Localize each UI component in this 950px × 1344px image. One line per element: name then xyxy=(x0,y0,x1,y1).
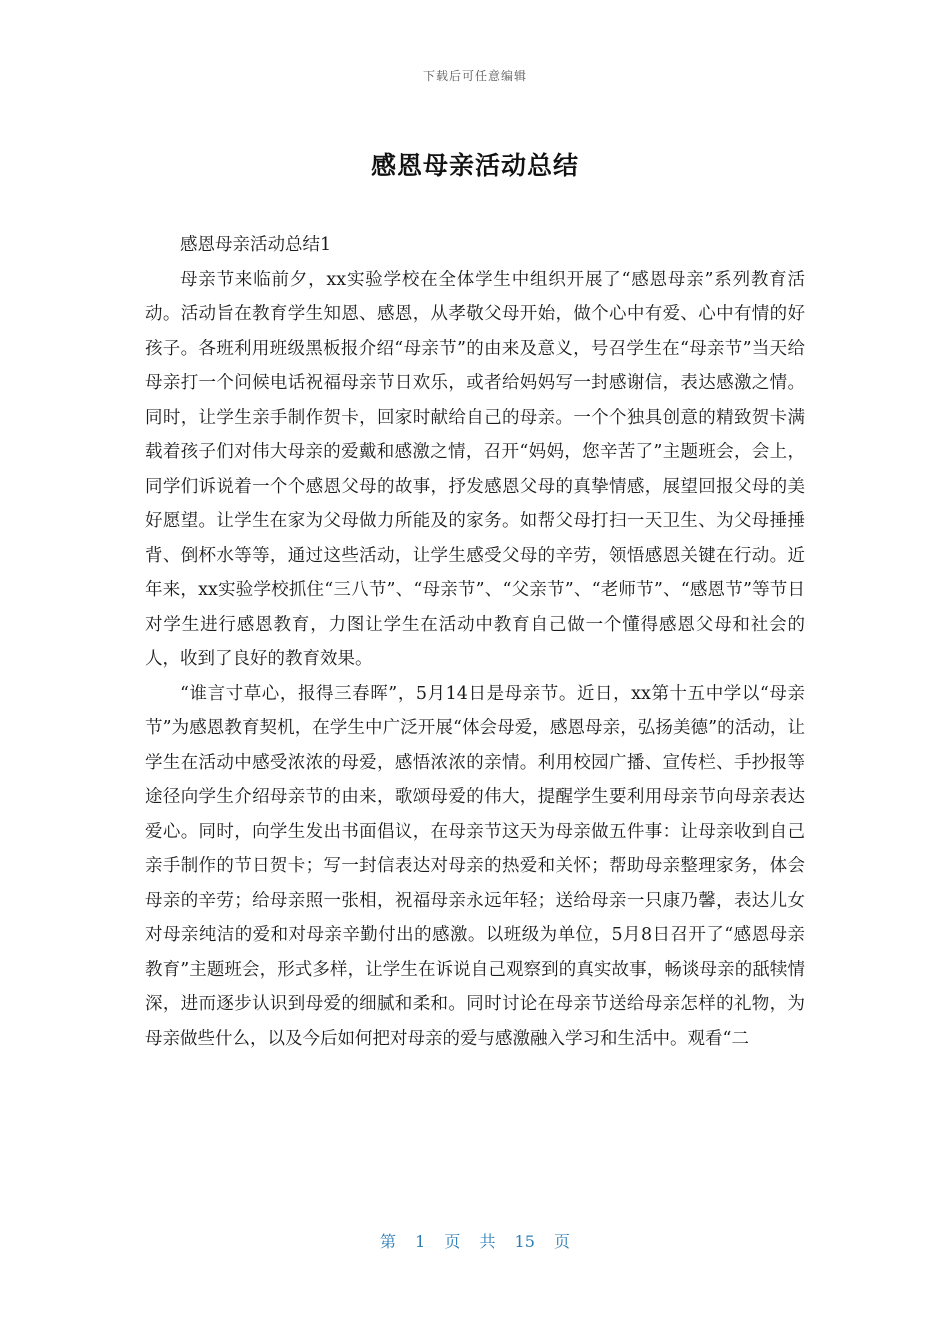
body-paragraph-2: “谁言寸草心，报得三春晖”，5月14日是母亲节。近日，xx第十五中学以“母亲节”为感恩教育契机，在学生中广泛开展“体会母爱，感恩母亲，弘扬美德”的活动，让学生在活动中感受浓浓的母爱，感悟浓浓的亲情。利用校园广播、宣传栏、手抄报等途径向学生介绍母亲节的由来，歌颂母爱的伟大，提醒学生要利用母亲节向母亲表达爱心。同时，向学生发出书面倡议，在母亲节这天为母亲做五件事：让母亲收到自己亲手制作的节日贺卡；写一封信表达对母亲的热爱和关怀；帮助母亲整理家务，体会母亲的辛劳；给母亲照一张相，祝福母亲永远年轻；送给母亲一只康乃馨，表达儿女对母亲纯洁的爱和对母亲辛勤付出的感激。以班级为单位，5月8日召开了“感恩母亲教育”主题班会，形式多样，让学生在诉说自己观察到的真实故事，畅谈母亲的舐犊情深，进而逐步认识到母爱的细腻和柔和。同时讨论在母亲节送给母亲怎样的礼物，为母亲做些什么，以及今后如何把对母亲的爱与感激融入学习和生活中。观看“二 xyxy=(145,683,805,1049)
page-header-note: 下载后可任意编辑 xyxy=(422,69,527,83)
body-paragraph-1: 母亲节来临前夕，xx实验学校在全体学生中组织开展了“感恩母亲”系列教育活动。活动旨在教育学生知恩、感恩，从孝敬父母开始，做个心中有爱、心中有情的好孩子。各班利用班级黑板报介绍“母亲节”的由来及意义，号召学生在“母亲节”当天给母亲打一个问候电话祝福母亲节日欢乐，或者给妈妈写一封感谢信，表达感激之情。同时，让学生亲手制作贺卡，回家时献给自己的母亲。一个个独具创意的精致贺卡满载着孩子们对伟大母亲的爱戴和感激之情，召开“妈妈，您辛苦了”主题班会，会上，同学们诉说着一个个感恩父母的故事，抒发感恩父母的真挚情感，展望回报父母的美好愿望。让学生在家为父母做力所能及的家务。如帮父母打扫一天卫生、为父母捶捶背、倒杯水等等，通过这些活动，让学生感受父母的辛劳，领悟感恩关键在行动。近年来，xx实验学校抓住“三八节”、“母亲节”、“父亲节”、“老师节”、“感恩节”等节日对学生进行感恩教育，力图让学生在活动中教育自己做一个懂得感恩父母和社会的人，收到了良好的教育效果。 xyxy=(145,269,805,669)
page-number-footer: 第 1 页 共 15 页 xyxy=(380,1232,570,1251)
document-body xyxy=(145,228,805,1056)
document-title: 感恩母亲活动总结 xyxy=(370,151,579,180)
section-heading: 感恩母亲活动总结1 xyxy=(180,235,332,255)
